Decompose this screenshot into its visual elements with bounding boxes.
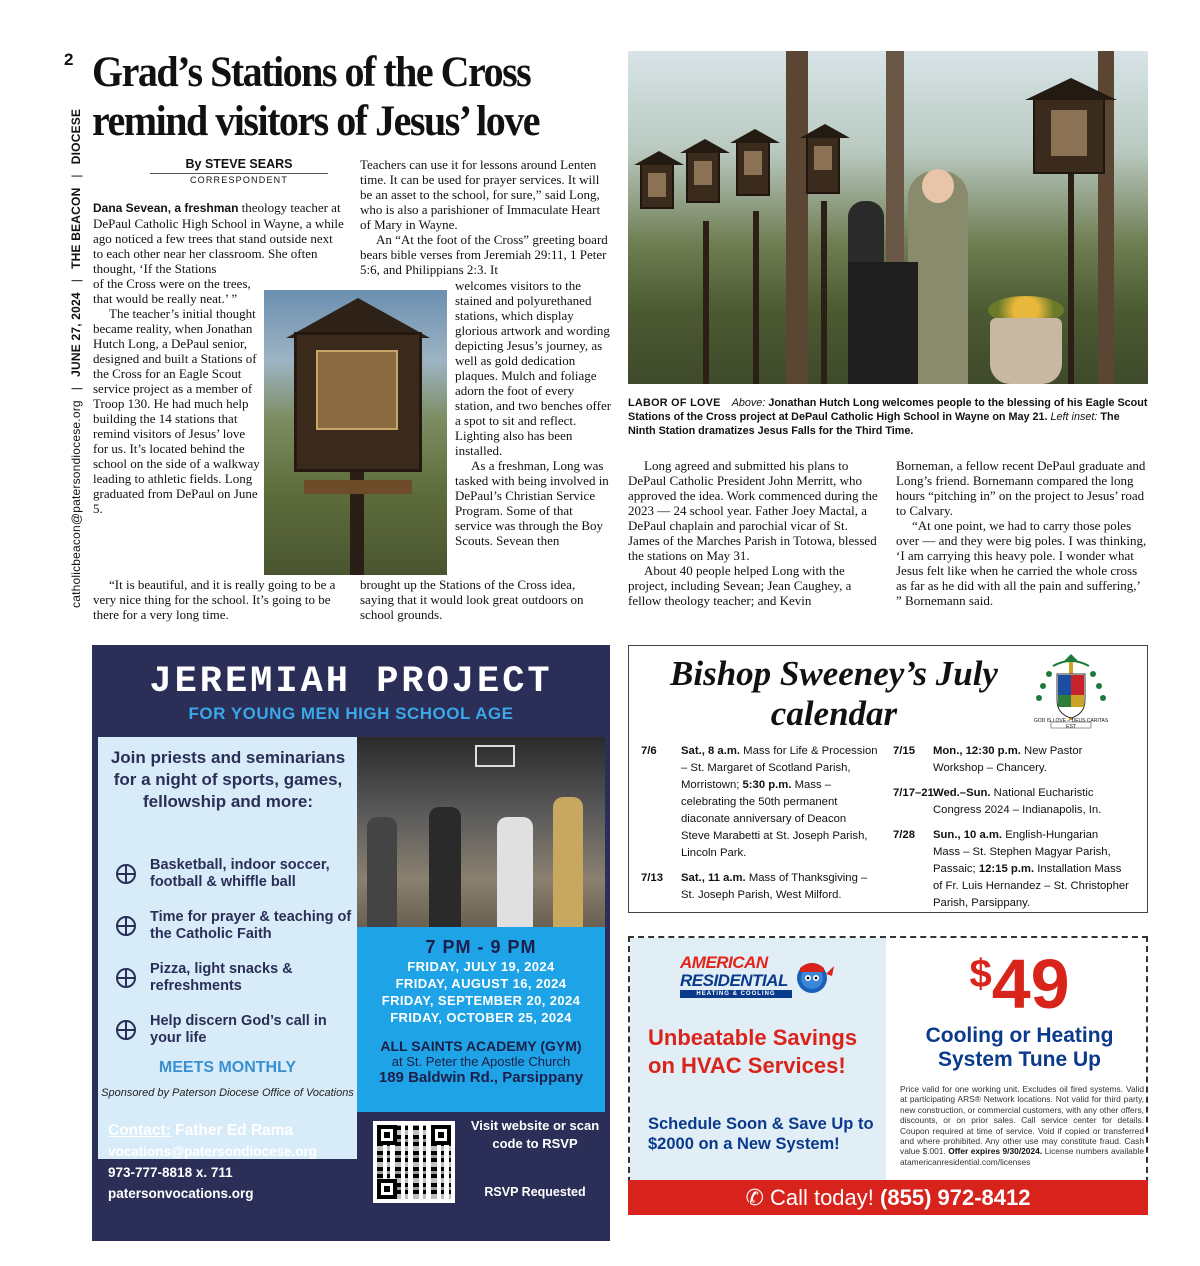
jp-item bbox=[116, 1013, 356, 1047]
article-column-3 bbox=[628, 458, 878, 608]
event-line: diaconate anniversary of Deacon bbox=[681, 813, 847, 825]
hvac-ad bbox=[628, 936, 1148, 1213]
article-col2-p1: Teachers can use it for lessons around Lenten time. It can be used for prayer services. It will be an asset to the school, for sure,” said Long, who is also a parishioner of Immaculate Heart of Mary in Wayne. bbox=[360, 157, 601, 232]
event-line: Morristown; 5:30 p.m. Mass – bbox=[681, 779, 832, 791]
mascot-icon bbox=[790, 956, 836, 996]
article-col2-p2: An “At the foot of the Cross” greeting board bears bible verses from Jeremiah 29:11, 1 Peter 5:6, and Philippians 2:3. It bbox=[360, 232, 608, 277]
event-line: Lincoln Park. bbox=[681, 847, 747, 859]
event-line: Sat., 8 a.m. Mass for Life & Procession bbox=[681, 745, 878, 757]
jp-meets-monthly: MEETS MONTHLY bbox=[158, 1059, 297, 1076]
station-post bbox=[1068, 171, 1074, 384]
event-date: 7/13 bbox=[641, 872, 663, 884]
license-note: License numbers available atamericanresidential.com/licenses bbox=[900, 1146, 1145, 1167]
article-column-1-wide bbox=[93, 577, 345, 622]
hvac-price bbox=[892, 944, 1147, 1024]
logo-line-2: RESIDENTIAL bbox=[680, 971, 788, 990]
jp-item bbox=[116, 857, 356, 891]
article-column-1-narrow bbox=[93, 276, 261, 516]
hvac-price-subtitle: Cooling or Heating System Tune Up bbox=[925, 1024, 1114, 1071]
jp-title: JEREMIAH PROJECT bbox=[149, 661, 553, 703]
caption-text-1: Jonathan Hutch Long welcomes people to the blessing of his Eagle Scout Stations of the Cross project at DePaul Catholic High School in Wayne on May 21. bbox=[628, 397, 1148, 423]
jp-item-text: Time for prayer & teaching of the Catholic Faith bbox=[150, 909, 352, 942]
basketball-icon bbox=[116, 916, 136, 936]
jp-item bbox=[116, 909, 356, 943]
article-lede: Dana Sevean, a freshman bbox=[93, 201, 239, 215]
caption-text-2: The Ninth Station dramatizes Jesus Falls for the Third Time. bbox=[628, 411, 1120, 437]
logo-line-1: AMERICAN bbox=[680, 953, 768, 972]
byline bbox=[150, 157, 328, 185]
jp-basketball-photo bbox=[357, 737, 605, 927]
photo-player bbox=[367, 817, 397, 927]
article-col3-p1: Long agreed and submitted his plans to DePaul Catholic President John Merritt, who approved the idea. Work commenced during the 2023 — 24 school year. Father Joey Mactal, a DePaul chaplain and parochial vicar of St. James of the Marches Parish in Totowa, blessed the stations on May 31. bbox=[628, 458, 878, 563]
event-line: Passaic; 12:15 p.m. Installation Mass bbox=[933, 863, 1122, 875]
bishop-calendar bbox=[628, 645, 1148, 913]
jp-item-text: Basketball, indoor soccer, football & whiffle ball bbox=[150, 857, 330, 890]
basketball-icon bbox=[116, 1020, 136, 1040]
jp-date: FRIDAY, JULY 19, 2024 bbox=[407, 959, 555, 974]
article-col1-narrow-p2: The teacher’s initial thought became reality, when Jonathan Hutch Long, a DePaul senior, designed and built a Stations of the Cross for an Eagle Scout service project as a member of Troop 130. He had much help building the 14 stations that remind visitors of Jesus’ love for us. It’s located behind the school on the side of a walkway leading to athletic fields. Long graduated from DePaul on June 5. bbox=[93, 306, 260, 516]
event-date: 7/6 bbox=[641, 745, 657, 757]
station-plaque bbox=[316, 350, 398, 430]
photo-station bbox=[806, 136, 840, 194]
photo-station bbox=[686, 151, 720, 203]
caption-label: LABOR OF LOVE bbox=[628, 397, 721, 409]
article-col2-wide-p1: brought up the Stations of the Cross idea, saying that it would look great outdoors on school grounds. bbox=[360, 577, 584, 622]
jp-time: 7 PM - 9 PM bbox=[425, 937, 537, 957]
event-line: Parish, Parsippany. bbox=[933, 897, 1031, 909]
photo-player bbox=[553, 797, 583, 927]
photo-player bbox=[429, 807, 461, 927]
article-col2-narrow-p2: As a freshman, Long was tasked with being involved in DePaul’s Christian Service Program. Some of that service was through the Boy Scouts. Sevean then bbox=[455, 458, 609, 548]
hvac-headline: Unbeatable Savings on HVAC Services! bbox=[648, 1025, 858, 1078]
article-col3-p2: About 40 people helped Long with the project, including Sevean; Jean Caughey, a fellow theology teacher; and Kevin bbox=[628, 563, 852, 608]
jp-date: FRIDAY, AUGUST 16, 2024 bbox=[395, 976, 567, 991]
fine-print-text: Price valid for one working unit. Excludes oil fired systems. Valid at participating ARS® Network locations. Not valid for third party, new construction, or commercial customers, with any other offers, discounts, or on prior sales. Call service center for details. Coupon required at time of service. Void if copied or transferred and where prohibited. Any other use may constitute fraud. Cash value $.001. bbox=[900, 1084, 1144, 1157]
hvac-phone[interactable]: (855) 972-8412 bbox=[880, 1185, 1031, 1210]
jp-address: 189 Baldwin Rd., Parsippany bbox=[378, 1069, 584, 1086]
hvac-fine-print bbox=[900, 1084, 1144, 1167]
photo-planter bbox=[990, 318, 1062, 384]
basketball-icon bbox=[116, 864, 136, 884]
rail-date: JUNE 27, 2024 bbox=[69, 292, 83, 377]
article-column-1 bbox=[93, 200, 345, 276]
hvac-subhead: Schedule Soon & Save Up to $2000 on a New System! bbox=[648, 1115, 874, 1153]
event-date: 7/17–21 bbox=[893, 787, 934, 799]
station-post bbox=[821, 201, 827, 384]
article-col1-p1: theology teacher at DePaul Catholic High School in Wayne, a while ago noticed a few trees that stand outside next to each other near her classroom. She often thought, ‘If the Stations bbox=[93, 200, 344, 276]
article-column-2-wide bbox=[360, 577, 610, 622]
photo-person-head bbox=[922, 169, 954, 203]
jp-sponsor: Sponsored by Paterson Diocese Office of Vocations bbox=[101, 1087, 354, 1099]
article-col4-p2: “At one point, we had to carry those poles over — and they were big poles. I was thinking, ‘I am carrying this heavy pole. I wonder what Jesus felt like when he carried the whole cross as far as he did with all the pain and suffering,’ ” Bornemann said. bbox=[896, 518, 1147, 608]
event-line: Mon., 12:30 p.m. New Pastor bbox=[933, 745, 1083, 757]
call-bar[interactable] bbox=[628, 1180, 1148, 1215]
phone-icon: ✆ bbox=[745, 1185, 764, 1210]
photo-station bbox=[640, 163, 674, 209]
article-column-2-narrow bbox=[455, 278, 612, 548]
article-column-2 bbox=[360, 157, 610, 277]
photo-hoop bbox=[475, 745, 515, 767]
jp-venue: ALL SAINTS ACADEMY (GYM) bbox=[380, 1038, 582, 1054]
station-post bbox=[703, 221, 709, 384]
event-date: 7/15 bbox=[893, 745, 915, 757]
offer-expiry: Offer expires 9/30/2024. bbox=[948, 1146, 1043, 1157]
jp-contact bbox=[108, 1120, 378, 1204]
jp-phone: 973-777-8818 x. 711 bbox=[108, 1165, 233, 1180]
event-line: Workshop – Chancery. bbox=[933, 762, 1047, 774]
event-date: 7/28 bbox=[893, 829, 915, 841]
event-line: celebrating the 50th permanent bbox=[681, 796, 838, 808]
event-line: Sun., 10 a.m. English-Hungarian bbox=[933, 829, 1099, 841]
article-column-4 bbox=[896, 458, 1148, 608]
rail-section: DIOCESE bbox=[69, 108, 83, 165]
caption-above: Above: bbox=[731, 397, 766, 409]
jp-contact-name: Father Ed Rama bbox=[175, 1122, 294, 1139]
jp-info-panel bbox=[98, 737, 357, 1159]
jp-date: FRIDAY, SEPTEMBER 20, 2024 bbox=[381, 993, 581, 1008]
jp-schedule bbox=[357, 927, 605, 1112]
jp-item bbox=[116, 961, 356, 995]
logo-line-3: HEATING & COOLING bbox=[680, 990, 792, 998]
photo-station bbox=[1033, 96, 1105, 174]
photo-station bbox=[736, 141, 770, 196]
photo-caption bbox=[628, 396, 1148, 438]
rail-paper: THE BEACON bbox=[69, 187, 83, 269]
jp-contact-label: Contact: bbox=[108, 1122, 171, 1139]
jp-date: FRIDAY, OCTOBER 25, 2024 bbox=[390, 1010, 572, 1025]
event-line: of Fr. Luis Hernandez – St. Christopher bbox=[933, 880, 1129, 892]
crest-motto: GOD IS LOVE – DEUS CARITAS EST bbox=[1033, 718, 1109, 730]
hvac-coupon bbox=[892, 938, 1147, 1180]
jp-subtitle: FOR YOUNG MEN HIGH SCHOOL AGE bbox=[188, 704, 514, 723]
rail-folio: catholicbeacon@patersondiocese.org|JUNE 27, 2024|THE BEACON|DIOCESE bbox=[69, 108, 83, 608]
byline-role: CORRESPONDENT bbox=[150, 173, 328, 185]
event-line: – St. Margaret of Scotland Parish, bbox=[681, 762, 851, 774]
article-col1-narrow-p1: of the Cross were on the trees, that would be really neat.’ ” bbox=[93, 276, 251, 306]
inset-photo-ninth-station bbox=[264, 290, 447, 575]
qr-code[interactable] bbox=[373, 1121, 455, 1203]
photo-lectern bbox=[848, 262, 918, 384]
basketball-icon bbox=[116, 968, 136, 988]
byline-author: By STEVE SEARS bbox=[185, 157, 293, 171]
photo-tree bbox=[786, 51, 808, 384]
article-col2-narrow-p1: welcomes visitors to the stained and polyurethaned stations, which display glorious artwork and wording depicting Jesus’s journey, as well as gold dedication plaques. Mulch and foliage adorn the foot of every station, and two benches offer a spot to sit and reflect. Lighting also has been installed. bbox=[455, 278, 612, 458]
rail-email: catholicbeacon@patersondiocese.org bbox=[69, 400, 83, 608]
side-rail bbox=[0, 0, 90, 620]
page-number: 2 bbox=[64, 50, 74, 69]
jeremiah-project-ad bbox=[92, 645, 610, 1241]
event-line: Mass – St. Stephen Magyar Parish, bbox=[933, 846, 1111, 858]
event-line: St. Joseph Parish, West Milford. bbox=[681, 889, 842, 901]
station-post bbox=[753, 211, 759, 384]
article-col1-wide-p1: “It is beautiful, and it is really going to be a very nice thing for the school. It’s going to be there for a very long time. bbox=[93, 577, 336, 622]
photo-player bbox=[497, 817, 533, 927]
event-line: Steve Marabetti at St. Joseph Parish, bbox=[681, 830, 868, 842]
jp-rsvp: RSVP Requested bbox=[484, 1185, 586, 1199]
article-headline: Grad’s Stations of the Cross remind visitors of Jesus’ love bbox=[92, 49, 540, 145]
event-line: Wed.–Sun. National Eucharistic bbox=[933, 787, 1094, 799]
calendar-title: Bishop Sweeney’s July calendar bbox=[670, 654, 998, 733]
jp-visit-text: Visit website or scan code to RSVP bbox=[470, 1118, 600, 1151]
caption-inset: Left inset: bbox=[1050, 411, 1098, 423]
event-line: Sat., 11 a.m. Mass of Thanksgiving – bbox=[681, 872, 868, 884]
article-col4-p1: Borneman, a fellow recent DePaul graduate and Long’s friend. Bornemann compared the long hours “pitching in” on the project to Jesus’ road to Calvary. bbox=[896, 458, 1146, 518]
station-sign bbox=[304, 480, 412, 494]
jp-intro: Join priests and seminarians for a night of sports, games, fellowship and more: bbox=[110, 748, 346, 811]
price-amount: 49 bbox=[991, 945, 1070, 1023]
jp-item-text: Pizza, light snacks & refreshments bbox=[150, 961, 293, 994]
jp-email-link[interactable]: vocations@patersondiocese.org bbox=[108, 1144, 317, 1159]
jp-website-link[interactable]: patersonvocations.org bbox=[108, 1186, 254, 1201]
call-label: Call today! bbox=[769, 1185, 874, 1210]
event-line: Congress 2024 – Indianapolis, In. bbox=[933, 804, 1102, 816]
price-symbol: $ bbox=[969, 952, 992, 996]
jp-item-text: Help discern God’s call in your life bbox=[150, 1013, 327, 1046]
hvac-left-panel bbox=[630, 938, 886, 1180]
jp-venue-line2: at St. Peter the Apostle Church bbox=[391, 1054, 571, 1069]
